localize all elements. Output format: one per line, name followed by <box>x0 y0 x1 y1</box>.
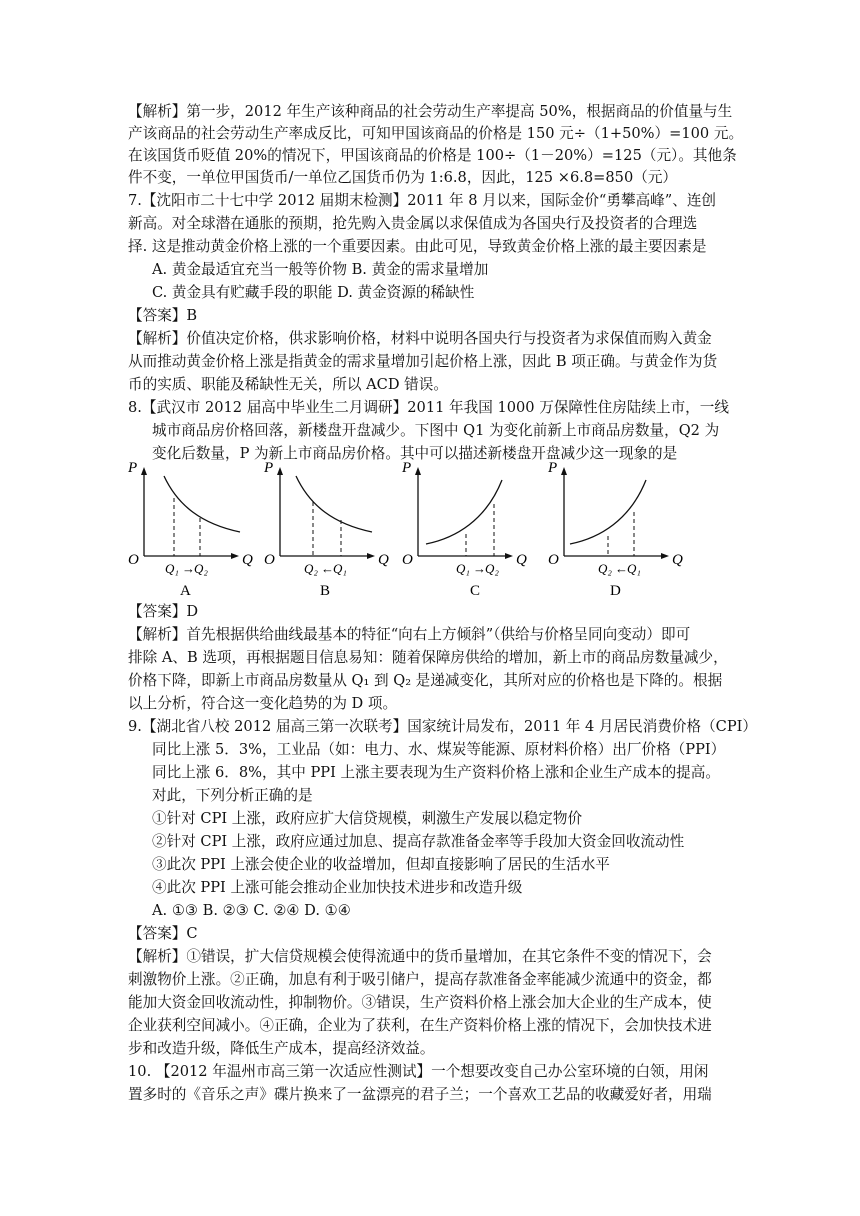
shift-arrow: → <box>473 561 486 576</box>
supply-curve <box>426 480 502 544</box>
q-right-label: Q₂ <box>485 561 499 576</box>
demand-curve <box>296 476 372 532</box>
answer-label: 【答案】B <box>128 307 198 324</box>
text-line: 从而推动黄金价格上涨是指黄金的需求量增加引起价格上涨，因此 B 项正确。与黄金作为货 <box>128 353 718 370</box>
q-axis-label: Q <box>242 552 253 568</box>
question-8-stem: 8.【武汉市 2012 届高中毕业生二月调研】2011 年我国 1000 万保障性住房陆续上市，一线 <box>128 399 729 416</box>
graph-a <box>122 458 262 602</box>
x-axis-arrow-icon <box>367 553 375 559</box>
text-line: 同比上涨 6．8%，其中 PPI 上涨主要表现为生产资料价格上涨和企业生产成本的提高。 <box>152 764 720 781</box>
text-line: 置多时的《音乐之声》碟片换来了一盆漂亮的君子兰；一个喜欢工艺品的收藏爱好者，用瑞 <box>128 1086 712 1103</box>
text-line: 择. 这是推动黄金价格上涨的一个重要因素。由此可见，导致黄金价格上涨的最主要因素是 <box>128 238 707 255</box>
text-line: 以上分析，符合这一变化趋势的为 D 项。 <box>128 695 398 712</box>
text-line: 件不变，一单位甲国货币/一单位乙国货币仍为 1:6.8，因此，125 ×6.8=850（元） <box>128 169 678 186</box>
y-axis-arrow-icon <box>277 467 283 475</box>
text-line: 能加大资金回收流动性，抑制物价。③错误，生产资料价格上涨会加大企业的生产成本，使 <box>128 994 712 1011</box>
option-row: A. 黄金最适宜充当一般等价物 B. 黄金的需求量增加 <box>152 261 489 278</box>
text-line: 排除 A、B 选项，再根据题目信息易知：随着保障房供给的增加，新上市的商品房数量减少， <box>128 649 728 666</box>
q-right-label: Q₂ <box>194 561 208 576</box>
text-line: 刺激物价上涨。②正确，加息有利于吸引储户，提高存款准备金率能减少流通中的资金，都 <box>128 971 712 988</box>
q-right-label: Q₁ <box>333 561 347 576</box>
option-row: C. 黄金具有贮藏手段的职能 D. 黄金资源的稀缺性 <box>152 284 475 301</box>
x-axis-arrow-icon <box>231 553 239 559</box>
question-7-stem: 7.【沈阳市二十七中学 2012 届期末检测】2011 年 8 月以来，国际金价“勇攀高峰”、连创 <box>128 192 717 209</box>
graph-c <box>396 458 536 602</box>
graph-d <box>542 458 692 602</box>
q-left-label: Q₁ <box>456 561 470 576</box>
y-axis-arrow-icon <box>415 467 421 475</box>
q-right-label: Q₁ <box>627 561 641 576</box>
text-line: 产该商品的社会劳动生产率成反比，可知甲国该商品的价格是 150 元÷（1+50%）=100 元。 <box>128 125 744 142</box>
q-left-label: Q₂ <box>598 561 612 576</box>
y-axis-arrow-icon <box>141 467 147 475</box>
graph-name: A <box>180 583 191 599</box>
text-line: 价格下降，即新上市商品房数量从 Q₁ 到 Q₂ 是递减变化，其所对应的价格也是下降的。根据 <box>128 672 723 689</box>
text-line: 企业获利空间减小。④正确，企业为了获利，在生产资料价格上涨的情况下，会加快技术进 <box>128 1017 712 1034</box>
p-axis-label: P <box>402 460 412 476</box>
origin-label: O <box>548 552 559 568</box>
statement-item: ①针对 CPI 上涨，政府应扩大信贷规模，刺激生产发展以稳定物价 <box>152 810 583 827</box>
graph-name: B <box>320 583 331 599</box>
p-axis-label: P <box>264 460 274 476</box>
answer-label: 【答案】D <box>128 603 199 620</box>
statement-item: ④此次 PPI 上涨可能会推动企业加快技术进步和改造升级 <box>152 879 523 896</box>
text-line: 步和改造升级，降低生产成本，提高经济效益。 <box>128 1040 435 1057</box>
answer-label: 【答案】C <box>128 925 198 942</box>
question-10-stem: 10. 【2012 年温州市高三第一次适应性测试】一个想要改变自己办公室环境的白领，用闲 <box>128 1063 709 1080</box>
text-line: 新高。对全球潜在通胀的预期，抢先购入贵金属以求保值成为各国央行及投资者的合理选 <box>128 215 698 232</box>
text-line: 变化后数量，P 为新上市商品房价格。其中可以描述新楼盘开盘减少这一现象的是 <box>152 445 678 462</box>
text-line: 【解析】首先根据供给曲线最基本的特征“向右上方倾斜”（供给与价格呈同向变动）即可 <box>128 626 691 643</box>
question-9-stem: 9.【湖北省八校 2012 届高三第一次联考】国家统计局发布，2011 年 4 月居民消费价格（CPI） <box>128 718 758 735</box>
shift-arrow: → <box>182 561 195 576</box>
text-line: 【解析】价值决定价格，供求影响价格，材料中说明各国央行与投资者为求保值而购入黄金 <box>128 330 712 347</box>
graph-name: D <box>610 583 621 599</box>
graph-b <box>258 458 398 602</box>
y-axis-arrow-icon <box>561 467 567 475</box>
q-left-label: Q₁ <box>165 561 179 576</box>
q-axis-label: Q <box>516 552 527 568</box>
x-axis-arrow-icon <box>505 553 513 559</box>
origin-label: O <box>264 552 275 568</box>
supply-curve <box>570 480 646 544</box>
text-line: 同比上涨 5．3%，工业品（如：电力、水、煤炭等能源、原材料价格）出厂价格（PPI） <box>152 741 726 758</box>
text-line: 币的实质、职能及稀缺性无关，所以 ACD 错误。 <box>128 376 448 393</box>
shift-arrow: ← <box>321 561 334 576</box>
origin-label: O <box>402 552 413 568</box>
shift-arrow: ← <box>615 561 628 576</box>
p-axis-label: P <box>548 460 558 476</box>
q-axis-label: Q <box>672 552 683 568</box>
x-axis-arrow-icon <box>661 553 669 559</box>
demand-curve <box>164 476 240 532</box>
text-line: 对此，下列分析正确的是 <box>152 787 313 804</box>
text-line: 在该国货币贬值 20%的情况下，甲国该商品的价格是 100÷（1－20%）=125（元）。其他条 <box>128 147 737 164</box>
option-row: A. ①③ B. ②③ C. ②④ D. ①④ <box>152 902 351 919</box>
text-line: 【解析】①错误，扩大信贷规模会使得流通中的货币量增加，在其它条件不变的情况下，会 <box>128 948 712 965</box>
origin-label: O <box>128 552 139 568</box>
q-axis-label: Q <box>378 552 389 568</box>
statement-item: ③此次 PPI 上涨会使企业的收益增加，但却直接影响了居民的生活水平 <box>152 856 610 873</box>
text-line: 城市商品房价格回落，新楼盘开盘减少。下图中 Q1 为变化前新上市商品房数量，Q2 为 <box>152 422 720 439</box>
q-left-label: Q₂ <box>304 561 318 576</box>
statement-item: ②针对 CPI 上涨，政府应通过加息、提高存款准备金率等手段加大资金回收流动性 <box>152 833 685 850</box>
text-line: 【解析】第一步，2012 年生产该种商品的社会劳动生产率提高 50%，根据商品的价值量与生 <box>128 103 733 120</box>
p-axis-label: P <box>128 460 138 476</box>
graph-name: C <box>470 583 481 599</box>
